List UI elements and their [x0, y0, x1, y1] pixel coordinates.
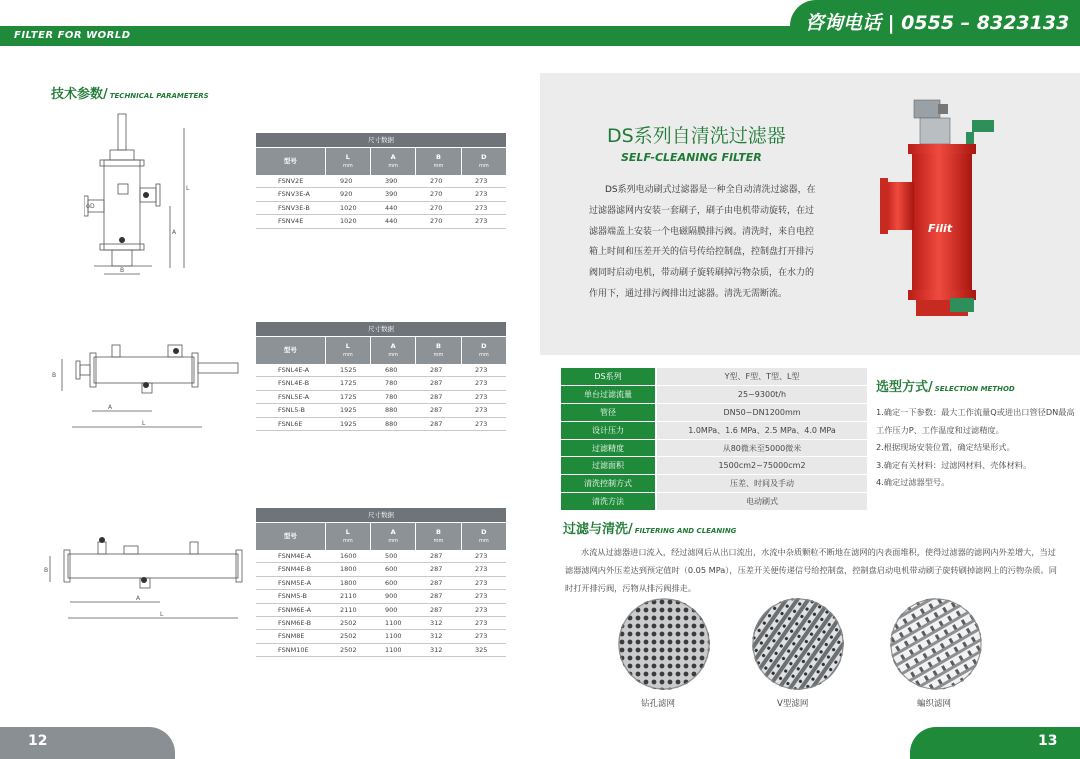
table-row: FSNL5-B 1925 880 287 273: [256, 404, 506, 417]
spec-row: 设计压力 1.0MPa、1.6 MPa、2.5 MPa、4.0 MPa: [561, 422, 867, 440]
spec-row: 清洗方法 电动刷式: [561, 493, 867, 511]
col-model: 型号: [283, 346, 297, 354]
col-b: B mm: [415, 523, 460, 550]
dimension-table-m: [256, 508, 506, 657]
product-title: DS系列自清洗过滤器: [607, 125, 786, 147]
woven-mesh-label: 蝙织滤网: [917, 699, 952, 709]
selection-method-title: [876, 376, 1015, 395]
filtering-title-cn: 过滤与清洗/: [563, 522, 633, 537]
table-row: FSNM4E-A 1600 500 287 273: [256, 550, 506, 563]
table-row: FSNM6E-B 2502 1100 312 273: [256, 617, 506, 630]
table-caption: 尺寸数据: [256, 322, 506, 336]
filtering-paragraph: 水流从过滤器进口流入，经过滤网后从出口流出，水流中杂质颗粒不断地在滤网的内表面堆积，使得过滤器的滤网内外差增大，当过滤器滤网内外压差达到预定值时（0.05 MPa），压差开关便传递信号给控制盘，控制盘启动电机带动刷子旋转刷掉滤网上的污物杂质。同时打开排污阀，污物从排污阀排走。: [565, 547, 1057, 593]
woven-mesh-image: [890, 598, 982, 690]
dimension-table-l: [256, 322, 506, 431]
hotline-number: 咨询电话 | 0555 – 8323133: [805, 12, 1070, 34]
spec-row: DS系列 Y型、F型、T型、L型: [561, 368, 867, 386]
product-description: DS系列电动刷式过滤器是一种全自动清洗过滤器，在过滤器滤网内安装一套刷子，刷子由电机带动旋转，在过滤器端盖上安装一个电磁隔膜排污阀。清洗时，来自电控箱上时间和压差开关的信号传给控制盘，控制盘打开排污阀同时启动电机，带动刷子旋转刷掉污物杂质，在水力的作用下，通过排污阀排出过滤器。清洗无需断流。: [589, 185, 816, 299]
table-header: [256, 336, 506, 364]
dim-a-label: A: [172, 229, 177, 236]
page-number-left: 12: [28, 733, 48, 749]
dim-l-label: L: [186, 185, 190, 192]
technical-title-en: TECHNICAL PARAMETERS: [109, 92, 209, 100]
col-a: A mm: [370, 337, 415, 364]
col-model: 型号: [283, 157, 297, 165]
spec-row: 单台过滤流量 25~9300t/h: [561, 386, 867, 404]
table-row: FSNL5E-A 1725 780 287 273: [256, 391, 506, 404]
dim-b-label: B: [52, 372, 57, 379]
dimension-table-v: [256, 133, 506, 229]
spec-table: [561, 368, 867, 511]
brand-slogan: FILTER FOR WORLD: [14, 30, 131, 41]
filtering-title-en: FILTERING AND CLEANING: [634, 527, 737, 535]
vertical-filter-drawing: [84, 108, 204, 278]
list-item: 4.确定过滤器型号。: [876, 477, 950, 487]
horizontal-l-filter-drawing: [42, 335, 247, 440]
table-row: FSNL6E 1925 880 287 273: [256, 418, 506, 431]
col-l: L mm: [325, 337, 370, 364]
col-d: D mm: [461, 337, 506, 364]
v-wire-mesh-image: [752, 598, 844, 690]
drilled-mesh-label: 钻孔滤网: [641, 699, 676, 709]
page-number-right: 13: [1038, 733, 1058, 749]
table-row: FSNV3E-A 920 390 270 273: [256, 188, 506, 201]
filtering-title: [563, 518, 736, 537]
table-header: [256, 522, 506, 550]
table-caption: 尺寸数据: [256, 133, 506, 147]
self-cleaning-filter-image: [880, 92, 1060, 328]
spec-row: 清洗控制方式 压差、时间及手动: [561, 475, 867, 493]
dim-b-label: B: [120, 267, 125, 274]
col-l: L mm: [325, 148, 370, 175]
v-wire-mesh-label: V型滤网: [777, 699, 809, 709]
technical-title-cn: 技术参数/: [51, 87, 108, 102]
table-row: FSNM5E-A 1800 600 287 273: [256, 577, 506, 590]
selection-title-en: SELECTION METHOD: [934, 385, 1015, 393]
dim-l-label: L: [142, 420, 146, 427]
table-row: FSNL4E-A 1525 680 287 273: [256, 364, 506, 377]
col-d: D mm: [461, 523, 506, 550]
dim-l-label: L: [160, 611, 164, 618]
drilled-mesh-image: [618, 598, 710, 690]
col-a: A mm: [370, 148, 415, 175]
table-row: FSNL4E-B 1725 780 287 273: [256, 377, 506, 390]
col-d: D mm: [461, 148, 506, 175]
col-b: B mm: [415, 148, 460, 175]
horizontal-m-filter-drawing: [40, 528, 245, 628]
table-row: FSNM5-B 2110 900 287 273: [256, 590, 506, 603]
spec-row: 过滤面积 1500cm2~75000cm2: [561, 457, 867, 475]
table-row: FSNM6E-A 2110 900 287 273: [256, 604, 506, 617]
technical-parameters-title: [51, 83, 209, 102]
dim-b-label: B: [44, 567, 49, 574]
product-logo: Filit: [928, 222, 953, 235]
selection-list: [876, 404, 1076, 492]
table-row: FSNV2E 920 390 270 273: [256, 175, 506, 188]
dim-d-label: φD: [86, 203, 95, 210]
table-row: FSNM10E 2502 1100 312 325: [256, 644, 506, 657]
col-l: L mm: [325, 523, 370, 550]
list-item: 1.确定一下参数：最大工作流量Q或进出口管径DN最高工作压力P、工作温度和过滤精度。: [876, 407, 1075, 435]
list-item: 3.确定有关材料：过滤网材料、壳体材料。: [876, 459, 1032, 470]
dim-a-label: A: [108, 404, 113, 411]
spec-row: 过滤精度 从80微米至5000微米: [561, 440, 867, 458]
table-row: FSNV4E 1020 440 270 273: [256, 215, 506, 228]
product-subtitle: SELF-CLEANING FILTER: [621, 151, 762, 164]
footer-left-tab: [0, 727, 175, 759]
col-a: A mm: [370, 523, 415, 550]
col-b: B mm: [415, 337, 460, 364]
spec-row: 管径 DN50~DN1200mm: [561, 404, 867, 422]
table-row: FSNV3E-B 1020 440 270 273: [256, 202, 506, 215]
list-item: 2.根据现场安装位置，确定结果形式。: [876, 442, 1015, 452]
dim-a-label: A: [136, 595, 141, 602]
table-header: [256, 147, 506, 175]
table-row: FSNM8E 2502 1100 312 273: [256, 630, 506, 643]
selection-title-cn: 选型方式/: [876, 380, 933, 395]
table-row: FSNM4E-B 1800 600 287 273: [256, 563, 506, 576]
table-caption: 尺寸数据: [256, 508, 506, 522]
col-model: 型号: [283, 532, 297, 540]
